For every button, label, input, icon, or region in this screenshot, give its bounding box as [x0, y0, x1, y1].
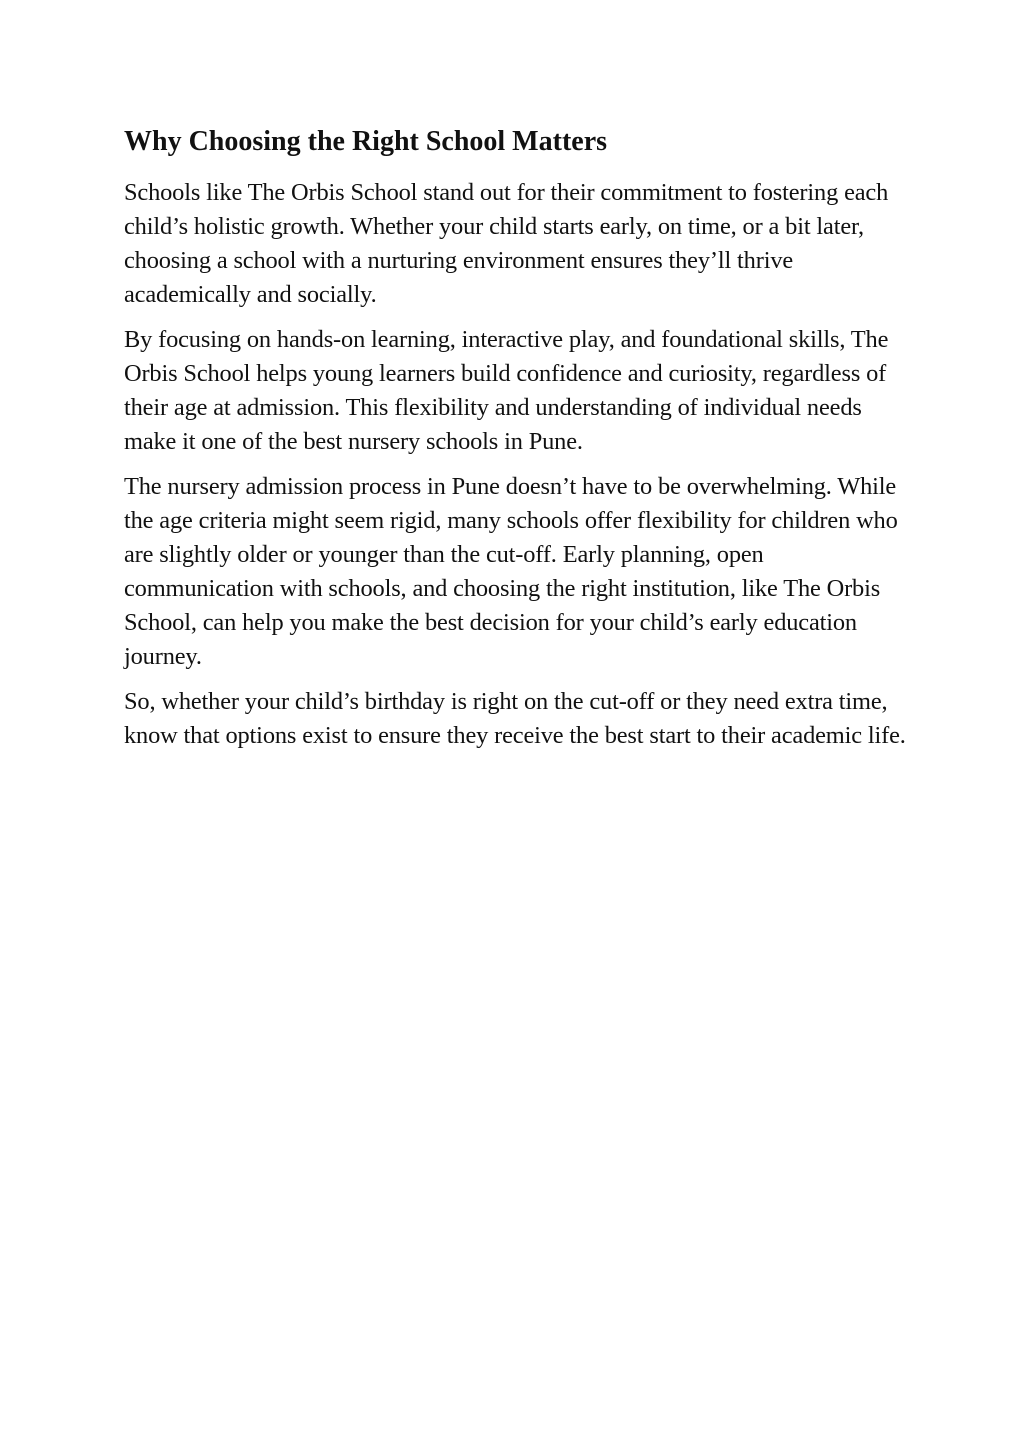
section-heading: Why Choosing the Right School Matters [124, 126, 608, 157]
document-body [124, 122, 914, 764]
paragraph-conclusion: So, whether your child’s birthday is right on the cut-off or they need extra time, know that options exist to ensure they receive the best start to their academic life. [124, 688, 906, 749]
paragraph-hands-on-learning: By focusing on hands-on learning, interactive play, and foundational skills, The Orbis School helps young learners build confidence and curiosity, regardless of their age at admission. This flexibility and understanding of individual needs make it one of the best nursery schools in Pune. [124, 326, 889, 455]
paragraph-admission-process: The nursery admission process in Pune doesn’t have to be overwhelming. While the age criteria might seem rigid, many schools offer flexibility for children who are slightly older or younger than the cut-off. Early planning, open communication with schools, and choosing the right institution, like The Orbis School, can help you make the best decision for your child’s early education journey. [124, 473, 898, 670]
paragraph-holistic-growth: Schools like The Orbis School stand out for their commitment to fostering each child’s holistic growth. Whether your child starts early, on time, or a bit later, choosing a school with a nurturing environment ensures they’ll thrive academically and socially. [124, 179, 889, 308]
